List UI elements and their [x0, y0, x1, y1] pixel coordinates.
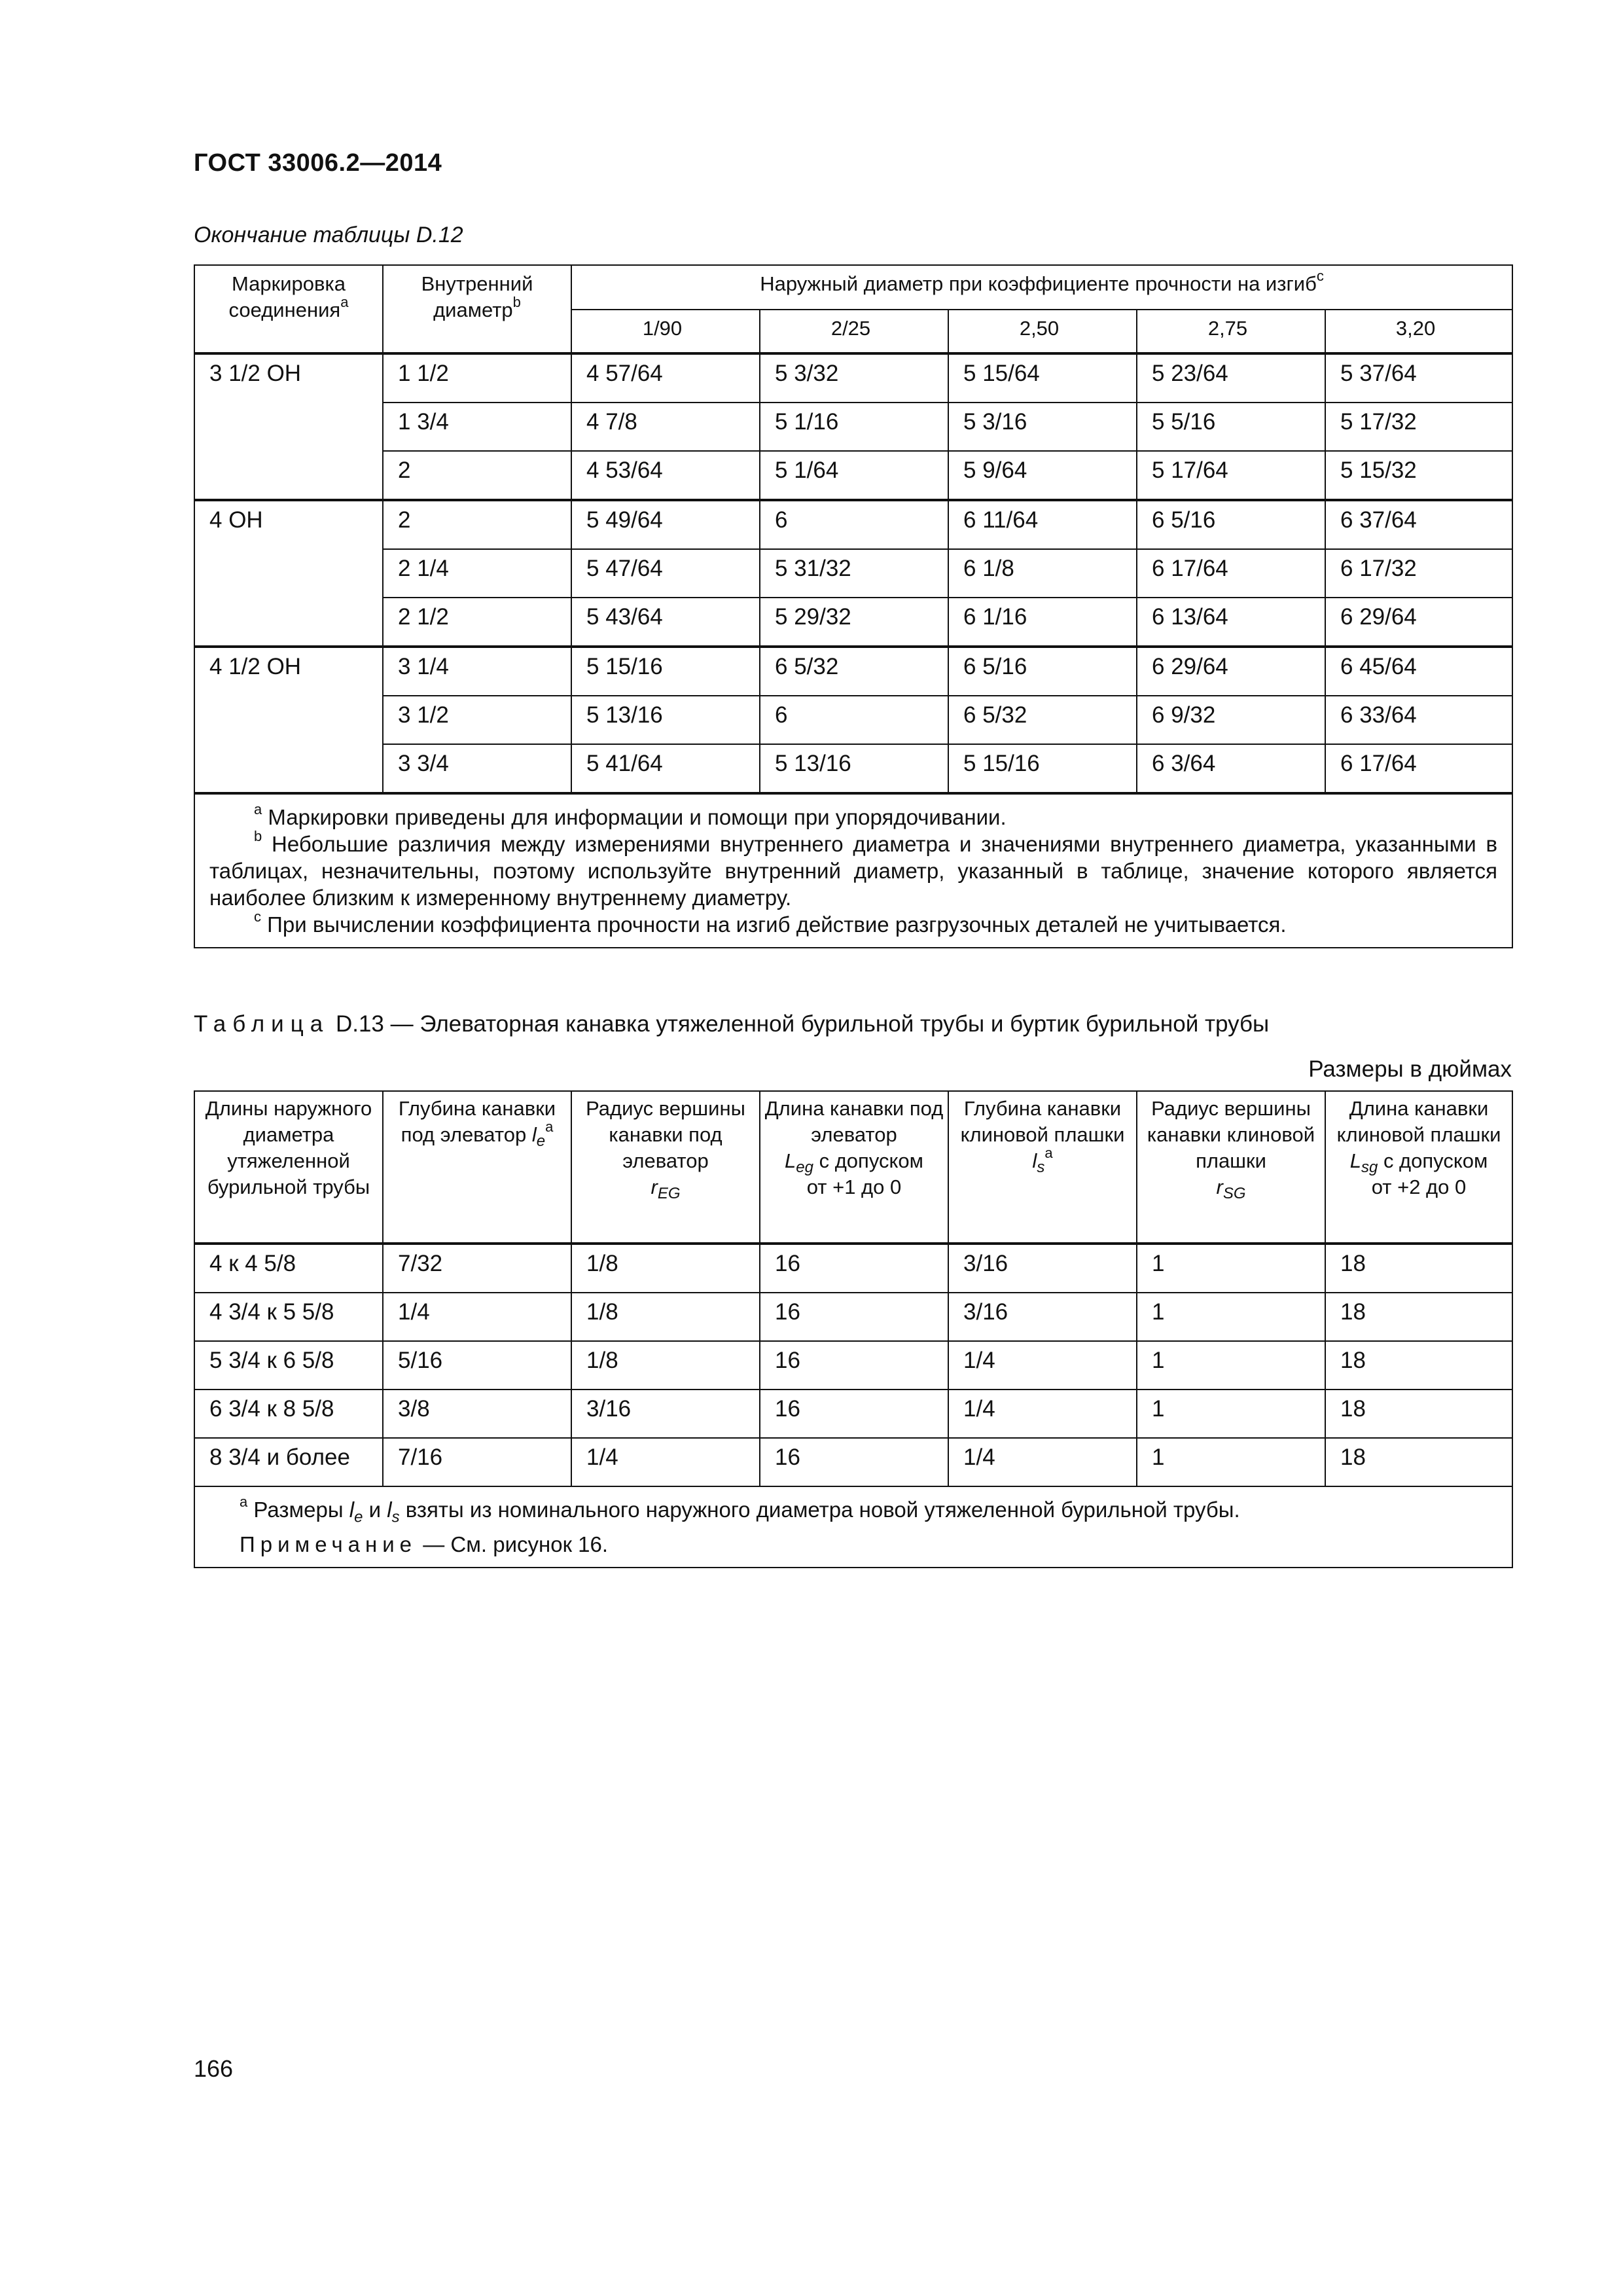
value-cell: 5 31/32	[760, 549, 948, 598]
table-row	[194, 744, 1512, 793]
value-cell: 5 41/64	[571, 744, 760, 793]
table-cell: 1	[1137, 1390, 1325, 1438]
table-cell: 1/4	[948, 1341, 1137, 1390]
table-cell: 1/4	[571, 1438, 760, 1486]
table-row	[194, 1390, 1512, 1438]
value-cell: 6 5/32	[948, 696, 1137, 744]
value-cell: 5 49/64	[571, 500, 760, 549]
header-inner-diameter: Внутренний диаметр$^b$	[383, 265, 571, 353]
table-cell: 1/4	[948, 1390, 1137, 1438]
header-outer-diameter-length: Длины наружного диаметра утяжеленной бурильной трубы	[194, 1091, 383, 1244]
inner-diameter-cell: 2 1/4	[383, 549, 571, 598]
inner-diameter-cell: 3 3/4	[383, 744, 571, 793]
value-cell: 5 23/64	[1137, 353, 1325, 403]
footnote-a: $^a$ Размеры $l_e$ и $l_s$ взяты из номинального наружного диаметра новой утяжеленной бурильной трубы.	[240, 1494, 1240, 1526]
value-cell: 5 37/64	[1325, 353, 1512, 403]
table-cell: 18	[1325, 1244, 1512, 1293]
marking-cell: 3 1/2 OH	[194, 353, 383, 500]
table-cell: 3/16	[948, 1293, 1137, 1341]
value-cell: 5 47/64	[571, 549, 760, 598]
value-cell: 6 5/16	[948, 647, 1137, 696]
header-elevator-groove-length: Длина канавки под элеватор $L_{eg}$ с допуском от +1 до 0	[760, 1091, 948, 1244]
value-cell: 5 15/16	[571, 647, 760, 696]
table-d13-footnotes	[194, 1486, 1512, 1568]
table-note: Примечание — См. рисунок 16.	[240, 1532, 609, 1556]
header-ratio: 2,75	[1137, 310, 1325, 353]
table-cell: 7/32	[383, 1244, 571, 1293]
table-cell: 18	[1325, 1390, 1512, 1438]
value-cell: 5 3/16	[948, 403, 1137, 451]
table-cell: 4 3/4 к 5 5/8	[194, 1293, 383, 1341]
value-cell: 6 9/32	[1137, 696, 1325, 744]
footnote-c: $^c$ При вычислении коэффициента прочности на изгиб действие разгрузочных деталей не учитывается.	[254, 908, 1287, 937]
table-cell: 1	[1137, 1341, 1325, 1390]
value-cell: 6	[760, 696, 948, 744]
table-row	[194, 1341, 1512, 1390]
table-row	[194, 696, 1512, 744]
value-cell: 5 1/64	[760, 451, 948, 500]
value-cell: 6 17/32	[1325, 549, 1512, 598]
header-slip-groove-radius: Радиус вершины канавки клиновой плашки $r_{SG}$	[1137, 1091, 1325, 1244]
value-cell: 5 15/64	[948, 353, 1137, 403]
table-cell: 1/8	[571, 1341, 760, 1390]
header-outer-diameter: Наружный диаметр при коэффициенте прочности на изгиб$^c$	[571, 265, 1512, 310]
value-cell: 5 5/16	[1137, 403, 1325, 451]
value-cell: 5 15/16	[948, 744, 1137, 793]
table-cell: 5/16	[383, 1341, 571, 1390]
value-cell: 5 15/32	[1325, 451, 1512, 500]
value-cell: 5 13/16	[760, 744, 948, 793]
table-d12	[194, 264, 1513, 948]
table-cell: 1/4	[383, 1293, 571, 1341]
value-cell: 5 17/64	[1137, 451, 1325, 500]
table-cell: 16	[760, 1293, 948, 1341]
table-cell: 18	[1325, 1438, 1512, 1486]
table-cell: 1/4	[948, 1438, 1137, 1486]
value-cell: 4 57/64	[571, 353, 760, 403]
value-cell: 5 3/32	[760, 353, 948, 403]
header-ratio: 3,20	[1325, 310, 1512, 353]
table-d12-caption: Окончание таблицы D.12	[194, 223, 463, 247]
value-cell: 6 33/64	[1325, 696, 1512, 744]
table-row	[194, 403, 1512, 451]
table-cell: 3/8	[383, 1390, 571, 1438]
units-label: Размеры в дюймах	[1308, 1056, 1512, 1082]
value-cell: 4 7/8	[571, 403, 760, 451]
table-cell: 8 3/4 и более	[194, 1438, 383, 1486]
footnote-a: $^a$ Маркировки приведены для информации и помощи при упорядочивании.	[254, 801, 1007, 829]
table-d13-caption: Таблица D.13 — Элеваторная канавка утяжеленной бурильной трубы и буртик бурильной трубы	[194, 1011, 1270, 1037]
value-cell: 5 1/16	[760, 403, 948, 451]
inner-diameter-cell: 2 1/2	[383, 598, 571, 647]
value-cell: 6 5/32	[760, 647, 948, 696]
value-cell: 6 29/64	[1325, 598, 1512, 647]
table-d13	[194, 1090, 1513, 1568]
header-slip-groove-length: Длина канавки клиновой плашки $L_{sg}$ с допуском от +2 до 0	[1325, 1091, 1512, 1244]
value-cell: 6 45/64	[1325, 647, 1512, 696]
page-number: 166	[194, 2055, 234, 2082]
value-cell: 5 43/64	[571, 598, 760, 647]
table-row	[194, 1293, 1512, 1341]
inner-diameter-cell: 2	[383, 500, 571, 549]
inner-diameter-cell: 1 3/4	[383, 403, 571, 451]
header-marking: Маркировка соединения$^a$	[194, 265, 383, 353]
value-cell: 5 29/32	[760, 598, 948, 647]
value-cell: 6 29/64	[1137, 647, 1325, 696]
table-cell: 1	[1137, 1293, 1325, 1341]
table-cell: 6 3/4 к 8 5/8	[194, 1390, 383, 1438]
value-cell: 6 17/64	[1137, 549, 1325, 598]
value-cell: 4 53/64	[571, 451, 760, 500]
table-cell: 7/16	[383, 1438, 571, 1486]
value-cell: 6 5/16	[1137, 500, 1325, 549]
table-cell: 16	[760, 1244, 948, 1293]
value-cell: 5 9/64	[948, 451, 1137, 500]
value-cell: 6 17/64	[1325, 744, 1512, 793]
marking-cell: 4 OH	[194, 500, 383, 647]
document-header: ГОСТ 33006.2—2014	[194, 149, 442, 177]
header-ratio: 2/25	[760, 310, 948, 353]
table-cell: 16	[760, 1341, 948, 1390]
value-cell: 6 1/8	[948, 549, 1137, 598]
table-cell: 5 3/4 к 6 5/8	[194, 1341, 383, 1390]
value-cell: 6 13/64	[1137, 598, 1325, 647]
value-cell: 6	[760, 500, 948, 549]
value-cell: 5 17/32	[1325, 403, 1512, 451]
table-cell: 1	[1137, 1438, 1325, 1486]
inner-diameter-cell: 3 1/2	[383, 696, 571, 744]
table-row	[194, 1244, 1512, 1293]
table-cell: 16	[760, 1390, 948, 1438]
inner-diameter-cell: 2	[383, 451, 571, 500]
footnote-b: $^b$ Небольшие различия между измерениями внутреннего диаметра и значениями внутреннего диаметра, указанными в таблицах, незначительны, поэтому используйте внутренний диаметр, указанный в таблице, значение которого является наиболее близким к измеренному внутреннему диаметру.	[209, 828, 1498, 910]
value-cell: 6 11/64	[948, 500, 1137, 549]
table-cell: 18	[1325, 1341, 1512, 1390]
table-cell: 4 к 4 5/8	[194, 1244, 383, 1293]
table-cell: 18	[1325, 1293, 1512, 1341]
table-row	[194, 451, 1512, 500]
table-d12-footnotes	[194, 793, 1512, 948]
header-elevator-groove-depth: Глубина канавки под элеватор $l_e^a$	[383, 1091, 571, 1244]
table-row	[194, 1438, 1512, 1486]
table-cell: 1	[1137, 1244, 1325, 1293]
inner-diameter-cell: 3 1/4	[383, 647, 571, 696]
table-cell: 16	[760, 1438, 948, 1486]
header-slip-groove-depth: Глубина канавки клиновой плашки $l_s^a$	[948, 1091, 1137, 1244]
table-row	[194, 647, 1512, 696]
inner-diameter-cell: 1 1/2	[383, 353, 571, 403]
table-cell: 1/8	[571, 1244, 760, 1293]
header-ratio: 2,50	[948, 310, 1137, 353]
marking-cell: 4 1/2 OH	[194, 647, 383, 793]
value-cell: 6 37/64	[1325, 500, 1512, 549]
value-cell: 6 3/64	[1137, 744, 1325, 793]
table-row	[194, 598, 1512, 647]
value-cell: 6 1/16	[948, 598, 1137, 647]
value-cell: 5 13/16	[571, 696, 760, 744]
table-cell: 1/8	[571, 1293, 760, 1341]
header-elevator-groove-radius: Радиус вершины канавки под элеватор $r_{EG}$	[571, 1091, 760, 1244]
table-row	[194, 353, 1512, 403]
header-ratio: 1/90	[571, 310, 760, 353]
table-cell: 3/16	[948, 1244, 1137, 1293]
table-row	[194, 549, 1512, 598]
table-row	[194, 500, 1512, 549]
table-cell: 3/16	[571, 1390, 760, 1438]
